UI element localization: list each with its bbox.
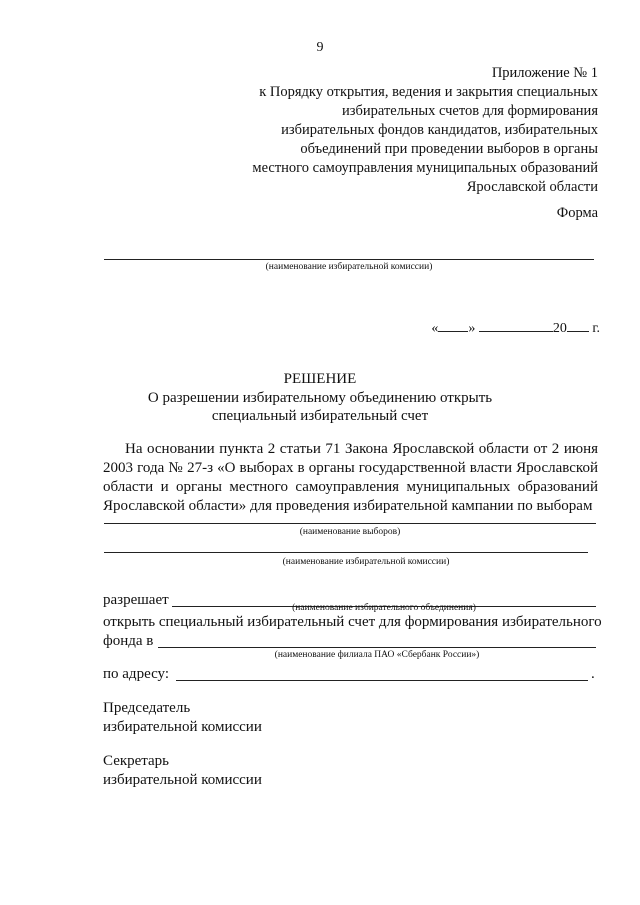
date-month-field[interactable] — [479, 319, 553, 332]
address-line[interactable] — [176, 680, 588, 681]
branch-name-line[interactable] — [158, 647, 596, 648]
date-day-field[interactable] — [438, 319, 468, 332]
appendix-line-2: к Порядку открытия, ведения и закрытия специальных — [259, 84, 598, 100]
appendix-line-4: избирательных фондов кандидатов, избирательных — [281, 122, 598, 138]
chairman-title-1: Председатель — [103, 700, 191, 716]
branch-caption: (наименование филиала ПАО «Сбербанк России») — [274, 650, 480, 660]
decision-subtitle-2: специальный избирательный счет — [211, 408, 429, 424]
appendix-line-3: избирательных счетов для формирования — [342, 103, 598, 119]
secretary-title-1: Секретарь — [103, 753, 170, 769]
appendix-line-7: Ярославской области — [466, 179, 598, 195]
permits-label: разрешает — [103, 592, 169, 608]
decision-heading: РЕШЕНИЕ — [283, 371, 357, 387]
body-paragraph-text: На основании пункта 2 статьи 71 Закона Ярославской области от 2 июня 2003 года № 27-з «О выборах в органы государственной власти Ярославской области и органы местного самоуправления муниципальных образований Ярославской области» для проведения избирательной кампании по выборам — [103, 441, 598, 514]
commission-name-line-2[interactable] — [104, 552, 588, 553]
elections-caption: (наименование выборов) — [299, 527, 401, 537]
fund-label: фонда в — [103, 633, 154, 649]
appendix-line-6: местного самоуправления муниципальных образований — [252, 160, 598, 176]
open-account-text: открыть специальный избирательный счет для формирования избирательного — [103, 614, 602, 630]
elections-name-line[interactable] — [104, 523, 596, 524]
date-close-quote: » — [468, 321, 476, 336]
body-paragraph — [103, 440, 598, 516]
chairman-title-2: избирательной комиссии — [103, 719, 262, 735]
date-open-quote: « — [431, 321, 439, 336]
date-year-field[interactable] — [567, 319, 589, 332]
page-number: 9 — [316, 40, 324, 55]
address-end: . — [591, 666, 595, 682]
form-label: Форма — [556, 205, 598, 221]
secretary-title-2: избирательной комиссии — [103, 772, 262, 788]
decision-subtitle-1: О разрешении избирательному объединению открыть — [147, 390, 493, 406]
commission-caption-2: (наименование избирательной комиссии) — [282, 557, 450, 567]
commission-name-line[interactable] — [104, 259, 594, 260]
appendix-line-5: объединений при проведении выборов в органы — [300, 141, 598, 157]
commission-caption: (наименование избирательной комиссии) — [265, 262, 433, 272]
date-year-prefix: 20 — [552, 321, 567, 336]
appendix-line-1: Приложение № 1 — [491, 65, 598, 81]
date-year-suffix: г. — [592, 321, 600, 336]
association-caption: (наименование избирательного объединения) — [292, 603, 476, 613]
address-label: по адресу: — [103, 666, 170, 682]
date-line — [431, 319, 600, 337]
